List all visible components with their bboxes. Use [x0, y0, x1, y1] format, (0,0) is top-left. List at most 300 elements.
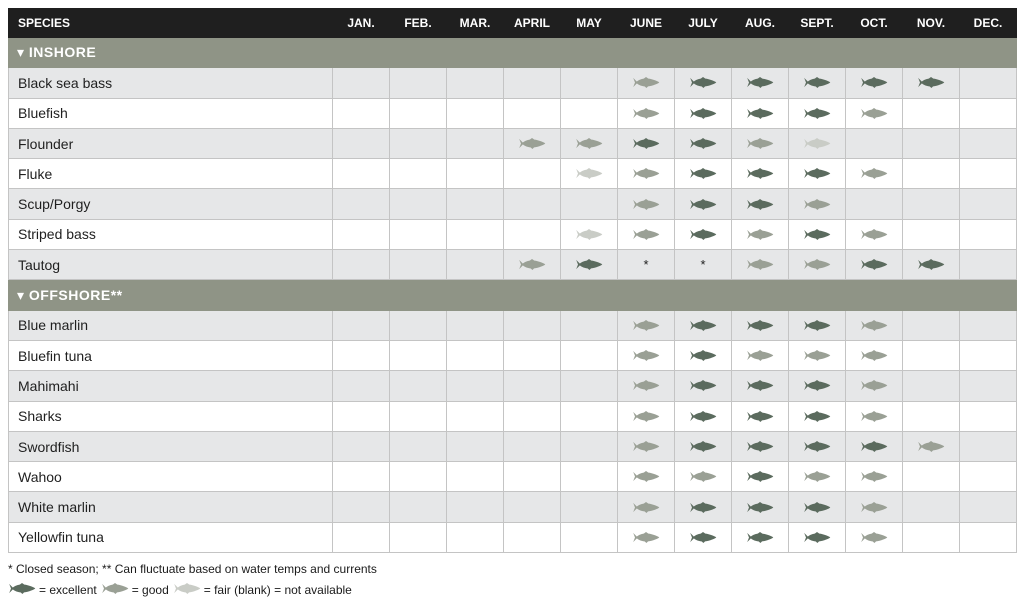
- month-cell: [561, 371, 618, 401]
- month-cell: [618, 492, 675, 522]
- fish-icon: [803, 229, 831, 240]
- month-cell: [618, 310, 675, 340]
- month-cell: [504, 522, 561, 552]
- month-cell: [333, 371, 390, 401]
- month-cell: [618, 159, 675, 189]
- legend-fair-label: = fair (blank) = not available: [203, 583, 352, 597]
- fish-icon: [746, 411, 774, 422]
- table-row: [9, 462, 1017, 492]
- month-cell: [333, 462, 390, 492]
- month-cell: [333, 250, 390, 280]
- species-name: Sharks: [9, 401, 333, 431]
- fish-icon: [803, 168, 831, 179]
- fish-icon: [575, 168, 603, 179]
- month-header-aug: AUG.: [732, 9, 789, 38]
- month-cell: [789, 401, 846, 431]
- fish-icon: [803, 502, 831, 513]
- fish-icon: [632, 138, 660, 149]
- month-cell: [789, 189, 846, 219]
- fish-icon: [803, 411, 831, 422]
- fish-icon: [803, 138, 831, 149]
- month-cell: [333, 310, 390, 340]
- month-cell: [903, 522, 960, 552]
- table-body: [9, 38, 1017, 553]
- species-name: Fluke: [9, 159, 333, 189]
- month-cell: [333, 68, 390, 98]
- fish-icon: [803, 320, 831, 331]
- month-cell: [561, 98, 618, 128]
- fish-icon: [746, 441, 774, 452]
- month-cell: [675, 462, 732, 492]
- species-name: Flounder: [9, 128, 333, 158]
- month-cell: [732, 68, 789, 98]
- month-cell: [789, 250, 846, 280]
- month-cell: [789, 219, 846, 249]
- fish-icon: [632, 168, 660, 179]
- month-cell: [504, 310, 561, 340]
- fish-icon: [860, 380, 888, 391]
- month-cell: [675, 250, 732, 280]
- fish-icon: [575, 138, 603, 149]
- fish-icon: [689, 168, 717, 179]
- month-cell: [504, 431, 561, 461]
- month-cell: [618, 219, 675, 249]
- month-cell: [903, 492, 960, 522]
- legend-excellent-label: = excellent: [39, 583, 97, 597]
- fish-icon: [8, 583, 36, 594]
- month-cell: [447, 462, 504, 492]
- month-cell: [846, 98, 903, 128]
- month-cell: [447, 98, 504, 128]
- month-cell: [960, 159, 1017, 189]
- species-name: Mahimahi: [9, 371, 333, 401]
- month-cell: [618, 462, 675, 492]
- month-cell: [618, 401, 675, 431]
- legend-fair: [173, 583, 204, 597]
- month-header-sep: SEPT.: [789, 9, 846, 38]
- month-cell: [390, 492, 447, 522]
- month-cell: [390, 340, 447, 370]
- month-cell: [504, 401, 561, 431]
- fish-icon: [860, 108, 888, 119]
- month-cell: [504, 159, 561, 189]
- month-cell: [447, 522, 504, 552]
- fish-icon: [689, 229, 717, 240]
- month-cell: [732, 371, 789, 401]
- fish-icon: [689, 502, 717, 513]
- month-cell: [561, 219, 618, 249]
- table-header-row: [9, 9, 1017, 38]
- fish-icon: [746, 168, 774, 179]
- fish-icon: [518, 138, 546, 149]
- month-cell: [618, 98, 675, 128]
- month-cell: [390, 431, 447, 461]
- species-name: Black sea bass: [9, 68, 333, 98]
- month-cell: [390, 189, 447, 219]
- month-cell: [675, 219, 732, 249]
- fish-icon: [917, 441, 945, 452]
- fish-icon: [746, 532, 774, 543]
- month-cell: [903, 340, 960, 370]
- fish-icon: [860, 229, 888, 240]
- fish-icon: [803, 380, 831, 391]
- table-row: [9, 522, 1017, 552]
- month-cell: [561, 492, 618, 522]
- month-cell: [390, 462, 447, 492]
- month-cell: [561, 68, 618, 98]
- month-cell: [960, 492, 1017, 522]
- species-name: Striped bass: [9, 219, 333, 249]
- month-cell: [732, 431, 789, 461]
- month-cell: [846, 431, 903, 461]
- fish-icon: [746, 77, 774, 88]
- month-cell: [789, 310, 846, 340]
- month-cell: [846, 128, 903, 158]
- species-name: Scup/Porgy: [9, 189, 333, 219]
- month-cell: [390, 98, 447, 128]
- table-row: [9, 431, 1017, 461]
- month-cell: [846, 401, 903, 431]
- fish-icon: [917, 259, 945, 270]
- month-cell: [846, 492, 903, 522]
- month-cell: [447, 159, 504, 189]
- table-row: [9, 219, 1017, 249]
- fish-icon: [101, 583, 129, 594]
- month-cell: [447, 219, 504, 249]
- table-row: [9, 340, 1017, 370]
- month-cell: [789, 98, 846, 128]
- species-name: Swordfish: [9, 431, 333, 461]
- closed-season-marker: *: [643, 257, 649, 273]
- legend-good-label: = good: [131, 583, 169, 597]
- month-cell: [447, 310, 504, 340]
- month-cell: [390, 219, 447, 249]
- fish-icon: [632, 77, 660, 88]
- fish-icon: [632, 441, 660, 452]
- fish-icon: [689, 380, 717, 391]
- month-cell: [675, 128, 732, 158]
- table-row: [9, 98, 1017, 128]
- month-cell: [732, 522, 789, 552]
- month-cell: [618, 340, 675, 370]
- month-cell: [447, 431, 504, 461]
- month-cell: [675, 189, 732, 219]
- month-cell: [561, 462, 618, 492]
- fish-icon: [803, 471, 831, 482]
- section-header-row: [9, 38, 1017, 68]
- section-label: ▾ OFFSHORE**: [9, 280, 1017, 310]
- month-cell: [675, 159, 732, 189]
- table-row: [9, 371, 1017, 401]
- fish-icon: [803, 441, 831, 452]
- month-cell: [447, 401, 504, 431]
- fish-icon: [689, 108, 717, 119]
- month-cell: [447, 340, 504, 370]
- fish-icon: [746, 502, 774, 513]
- fish-icon: [746, 199, 774, 210]
- legend: [8, 583, 356, 597]
- month-cell: [903, 159, 960, 189]
- month-cell: [960, 310, 1017, 340]
- month-header-oct: OCT.: [846, 9, 903, 38]
- month-cell: [846, 340, 903, 370]
- table-row: [9, 310, 1017, 340]
- fish-icon: [860, 350, 888, 361]
- fish-icon: [689, 441, 717, 452]
- month-cell: [675, 371, 732, 401]
- fish-icon: [746, 320, 774, 331]
- month-cell: [732, 310, 789, 340]
- month-cell: [561, 159, 618, 189]
- month-cell: [675, 68, 732, 98]
- month-cell: [618, 250, 675, 280]
- month-cell: [675, 492, 732, 522]
- species-name: Bluefin tuna: [9, 340, 333, 370]
- month-cell: [846, 462, 903, 492]
- month-cell: [333, 401, 390, 431]
- month-cell: [561, 522, 618, 552]
- month-cell: [561, 128, 618, 158]
- table-row: [9, 159, 1017, 189]
- fish-icon: [632, 108, 660, 119]
- month-cell: [903, 462, 960, 492]
- month-cell: [618, 431, 675, 461]
- month-cell: [390, 159, 447, 189]
- month-cell: [732, 98, 789, 128]
- table-row: [9, 492, 1017, 522]
- fish-icon: [860, 441, 888, 452]
- legend-excellent: [8, 583, 39, 597]
- fish-icon: [746, 259, 774, 270]
- month-cell: [618, 522, 675, 552]
- month-cell: [561, 340, 618, 370]
- fish-icon: [689, 532, 717, 543]
- month-cell: [846, 310, 903, 340]
- month-cell: [333, 431, 390, 461]
- closed-season-marker: *: [700, 257, 706, 273]
- fish-icon: [632, 380, 660, 391]
- fish-icon: [632, 471, 660, 482]
- fish-icon: [689, 320, 717, 331]
- month-cell: [846, 68, 903, 98]
- fish-icon: [689, 350, 717, 361]
- species-name: Blue marlin: [9, 310, 333, 340]
- month-cell: [789, 462, 846, 492]
- species-name: Wahoo: [9, 462, 333, 492]
- month-cell: [504, 250, 561, 280]
- month-cell: [333, 219, 390, 249]
- fish-icon: [860, 168, 888, 179]
- month-cell: [960, 128, 1017, 158]
- month-cell: [561, 401, 618, 431]
- month-cell: [390, 401, 447, 431]
- table-row: [9, 250, 1017, 280]
- month-cell: [960, 522, 1017, 552]
- legend-good: [101, 583, 132, 597]
- month-cell: [732, 492, 789, 522]
- fish-icon: [746, 471, 774, 482]
- fish-icon: [746, 108, 774, 119]
- month-cell: [903, 98, 960, 128]
- month-cell: [675, 401, 732, 431]
- fish-icon: [746, 229, 774, 240]
- month-cell: [732, 189, 789, 219]
- month-cell: [504, 371, 561, 401]
- fish-icon: [632, 199, 660, 210]
- fish-icon: [173, 583, 201, 594]
- fish-icon: [632, 411, 660, 422]
- fish-icon: [860, 532, 888, 543]
- month-cell: [732, 159, 789, 189]
- month-cell: [333, 98, 390, 128]
- month-cell: [732, 401, 789, 431]
- month-cell: [675, 310, 732, 340]
- month-cell: [960, 462, 1017, 492]
- fish-icon: [575, 259, 603, 270]
- table-row: [9, 401, 1017, 431]
- table-row: [9, 68, 1017, 98]
- month-header-feb: FEB.: [390, 9, 447, 38]
- month-cell: [903, 431, 960, 461]
- month-cell: [846, 159, 903, 189]
- fish-icon: [860, 259, 888, 270]
- month-cell: [846, 189, 903, 219]
- fish-icon: [803, 199, 831, 210]
- fish-icon: [689, 199, 717, 210]
- species-name: White marlin: [9, 492, 333, 522]
- month-cell: [789, 68, 846, 98]
- fish-icon: [632, 350, 660, 361]
- species-name: Yellowfin tuna: [9, 522, 333, 552]
- month-cell: [561, 250, 618, 280]
- month-cell: [561, 189, 618, 219]
- month-cell: [846, 219, 903, 249]
- month-cell: [732, 219, 789, 249]
- section-header-row: [9, 280, 1017, 310]
- month-cell: [447, 128, 504, 158]
- month-cell: [960, 98, 1017, 128]
- fish-icon: [917, 77, 945, 88]
- month-cell: [504, 492, 561, 522]
- section-label: ▾ INSHORE: [9, 38, 1017, 68]
- month-cell: [504, 462, 561, 492]
- month-cell: [504, 189, 561, 219]
- month-header-jun: JUNE: [618, 9, 675, 38]
- table-row: [9, 128, 1017, 158]
- fish-icon: [746, 138, 774, 149]
- month-cell: [390, 68, 447, 98]
- month-cell: [732, 250, 789, 280]
- month-cell: [447, 371, 504, 401]
- month-cell: [903, 219, 960, 249]
- species-name: Bluefish: [9, 98, 333, 128]
- month-cell: [789, 128, 846, 158]
- fish-icon: [803, 350, 831, 361]
- month-cell: [903, 68, 960, 98]
- month-cell: [675, 98, 732, 128]
- fish-icon: [803, 532, 831, 543]
- fish-icon: [860, 320, 888, 331]
- month-cell: [903, 371, 960, 401]
- footnote: * Closed season; ** Can fluctuate based on water temps and currents: [8, 562, 377, 576]
- month-cell: [960, 371, 1017, 401]
- fish-icon: [803, 259, 831, 270]
- fish-icon: [803, 77, 831, 88]
- month-cell: [960, 340, 1017, 370]
- month-cell: [504, 128, 561, 158]
- fish-icon: [746, 380, 774, 391]
- month-cell: [390, 310, 447, 340]
- month-cell: [333, 128, 390, 158]
- month-cell: [333, 189, 390, 219]
- month-cell: [504, 219, 561, 249]
- month-cell: [618, 128, 675, 158]
- month-cell: [960, 68, 1017, 98]
- fish-icon: [518, 259, 546, 270]
- month-header-dec: DEC.: [960, 9, 1017, 38]
- month-cell: [789, 371, 846, 401]
- fish-icon: [803, 108, 831, 119]
- month-cell: [732, 462, 789, 492]
- month-cell: [846, 522, 903, 552]
- species-name: Tautog: [9, 250, 333, 280]
- month-cell: [789, 340, 846, 370]
- month-cell: [846, 371, 903, 401]
- month-cell: [960, 250, 1017, 280]
- month-cell: [903, 310, 960, 340]
- month-cell: [447, 189, 504, 219]
- month-cell: [618, 371, 675, 401]
- fish-icon: [860, 471, 888, 482]
- table-row: [9, 189, 1017, 219]
- month-cell: [675, 431, 732, 461]
- fish-icon: [746, 350, 774, 361]
- fish-icon: [632, 320, 660, 331]
- month-header-may: MAY: [561, 9, 618, 38]
- fish-icon: [632, 502, 660, 513]
- month-cell: [675, 522, 732, 552]
- month-cell: [732, 128, 789, 158]
- month-cell: [618, 189, 675, 219]
- month-cell: [333, 522, 390, 552]
- month-cell: [903, 401, 960, 431]
- month-header-jul: JULY: [675, 9, 732, 38]
- month-cell: [960, 189, 1017, 219]
- fish-icon: [860, 77, 888, 88]
- fish-icon: [689, 77, 717, 88]
- month-header-jan: JAN.: [333, 9, 390, 38]
- month-cell: [390, 128, 447, 158]
- month-cell: [447, 492, 504, 522]
- month-cell: [789, 492, 846, 522]
- fish-icon: [860, 502, 888, 513]
- fish-icon: [689, 138, 717, 149]
- month-cell: [333, 492, 390, 522]
- month-header-nov: NOV.: [903, 9, 960, 38]
- month-cell: [789, 431, 846, 461]
- month-cell: [960, 431, 1017, 461]
- month-cell: [333, 340, 390, 370]
- month-cell: [960, 401, 1017, 431]
- month-cell: [846, 250, 903, 280]
- month-cell: [390, 522, 447, 552]
- month-cell: [504, 340, 561, 370]
- month-cell: [960, 219, 1017, 249]
- month-cell: [390, 250, 447, 280]
- month-cell: [447, 68, 504, 98]
- month-cell: [390, 371, 447, 401]
- month-cell: [903, 128, 960, 158]
